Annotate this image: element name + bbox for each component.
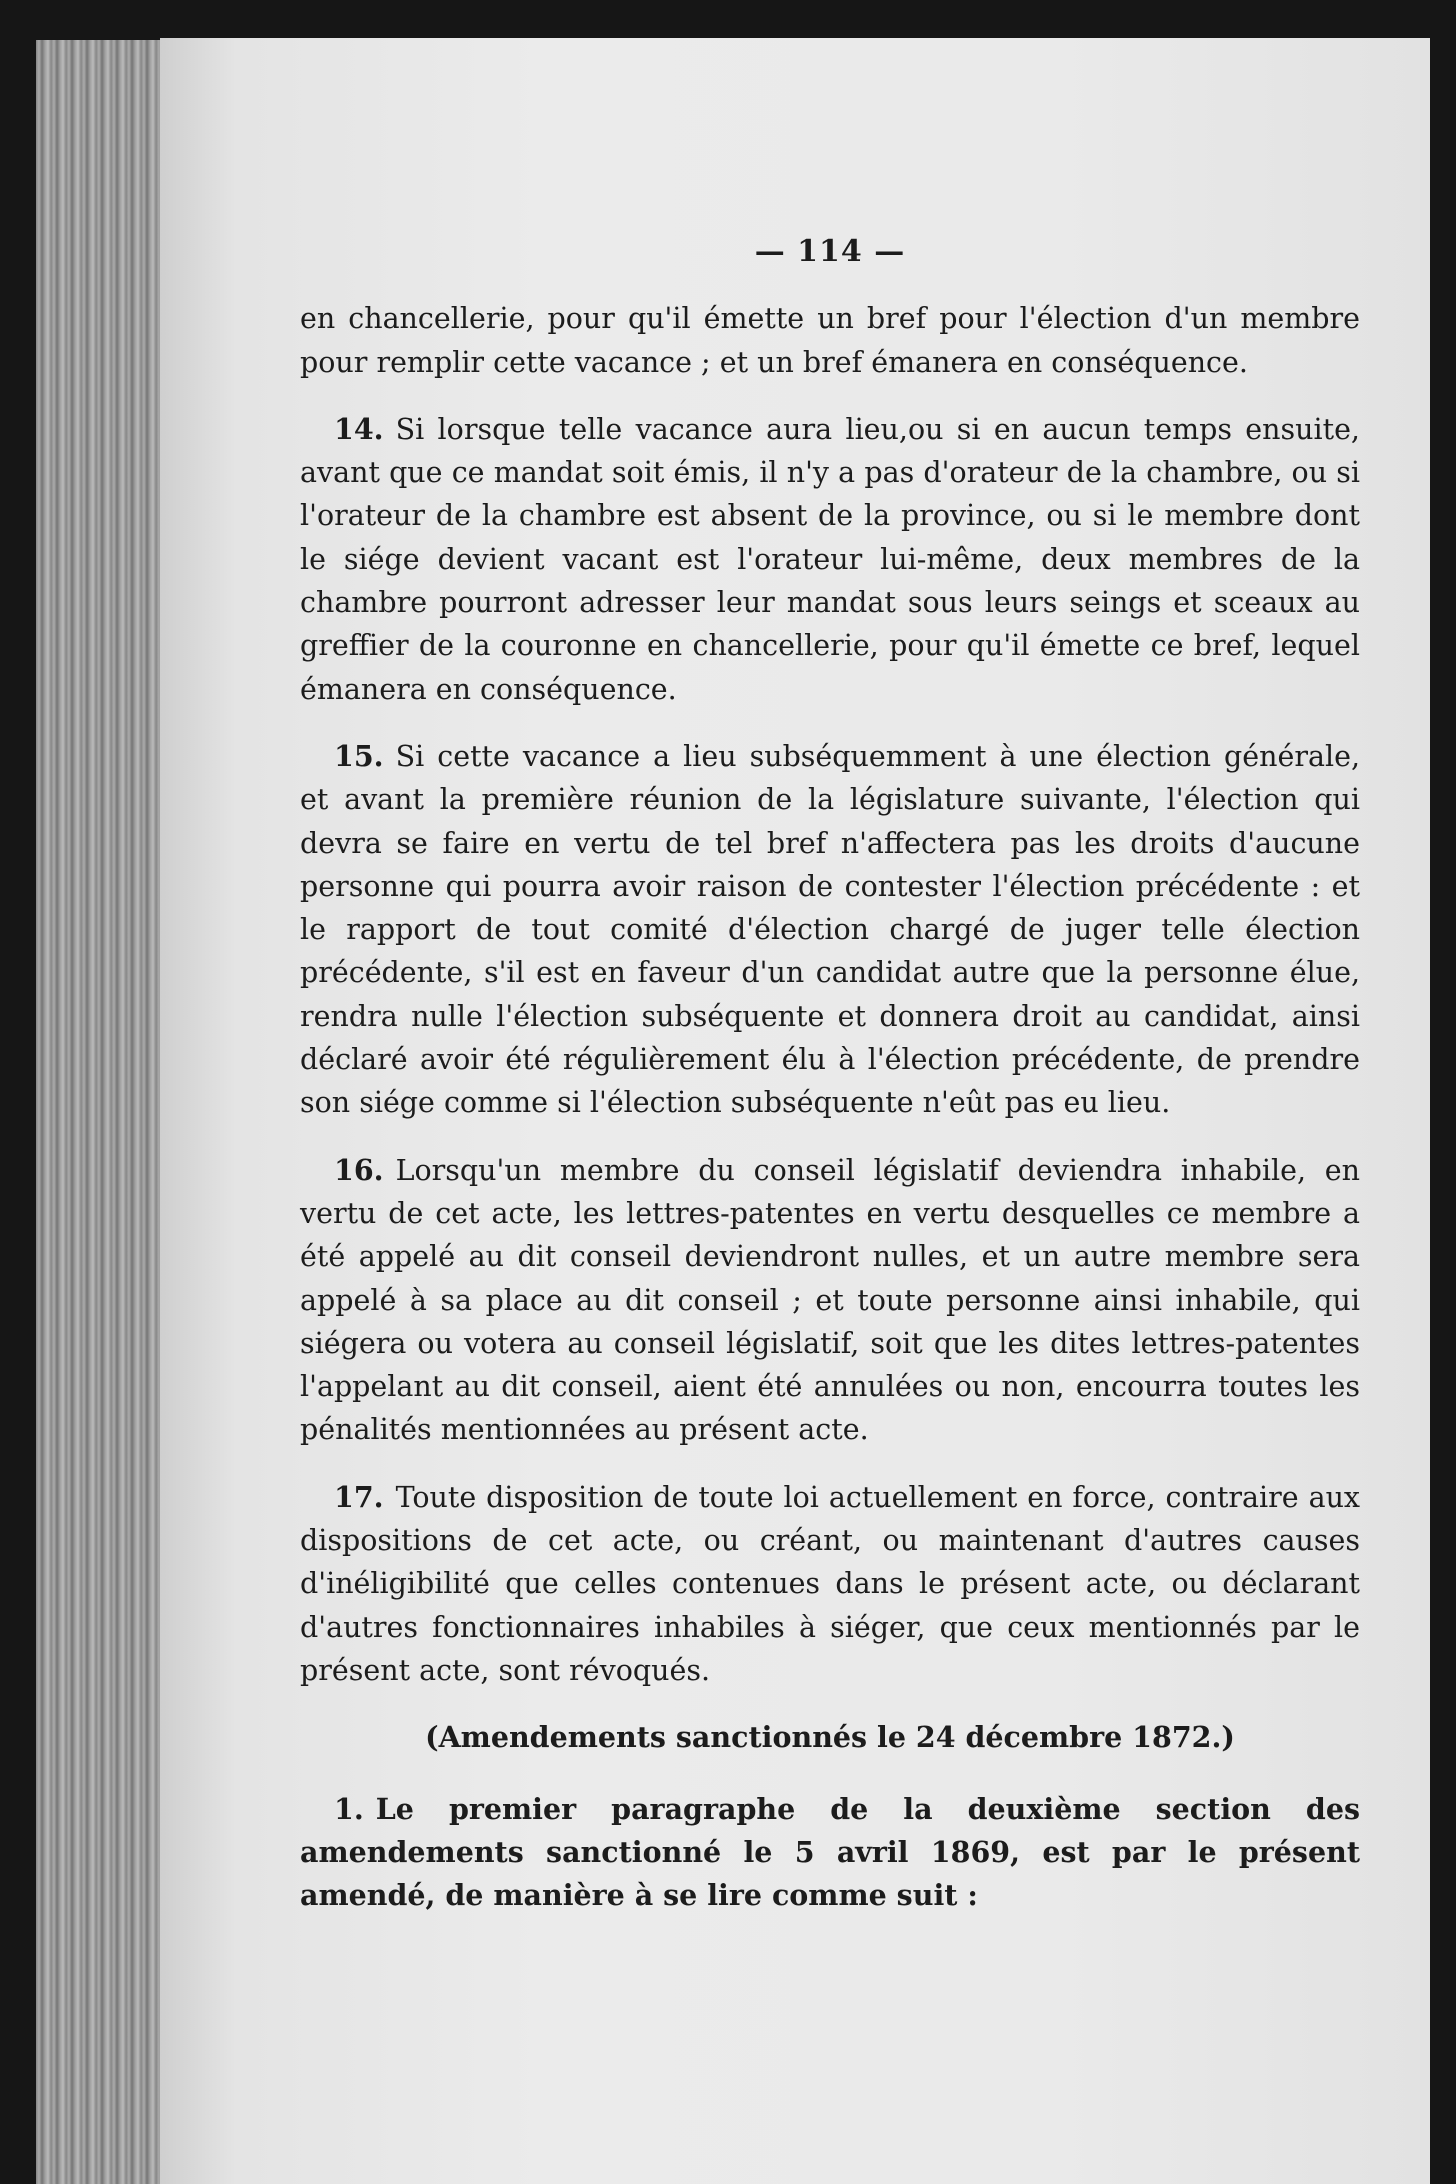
section-text: Toute disposition de toute loi actuellement en force, contraire aux dispositions de cet acte, ou créant, ou maintenant d'autres causes d'inéligibilité que celles contenues dans le présent acte, ou déclarant d'autres fonctionnaires inhabiles à siéger, que ceux mentionnés par le présent acte, sont révoqués.	[300, 1480, 1360, 1687]
section-number: 1.	[334, 1791, 364, 1826]
section-text: Lorsqu'un membre du conseil législatif deviendra inhabile, en vertu de cet acte, les lettres-patentes en vertu desquelles ce membre a été appelé au dit conseil deviendront nulles, et un autre membre sera appelé à sa place au dit conseil ; et toute personne ainsi inhabile, qui siégera ou votera au conseil législatif, soit que les dites lettres-patentes l'appelant au dit conseil, aient été annulées ou non, encourra toutes les pénalités mentionnées au présent acte.	[300, 1153, 1360, 1447]
section-16	[300, 1149, 1360, 1452]
section-14	[300, 408, 1360, 711]
section-text: Si cette vacance a lieu subséquemment à une élection générale, et avant la première réunion de la législature suivante, l'élection qui devra se faire en vertu de tel bref n'affectera pas les droits d'aucune personne qui pourra avoir raison de contester l'élection précédente : et le rapport de tout comité d'élection chargé de juger telle élection précédente, s'il est en faveur d'un candidat autre que la personne élue, rendra nulle l'élection subséquente et donnera droit au candidat, ainsi déclaré avoir été régulièrement élu à l'élection précédente, de prendre son siége comme si l'élection subséquente n'eût pas eu lieu.	[300, 739, 1360, 1120]
amendment-heading: (Amendements sanctionnés le 24 décembre 1872.)	[425, 1720, 1235, 1755]
section-17	[300, 1476, 1360, 1692]
intro-paragraph: en chancellerie, pour qu'il émette un bref pour l'élection d'un membre pour remplir cette vacance ; et un bref émanera en conséquence.	[300, 302, 1360, 379]
section-15	[300, 735, 1360, 1125]
section-number: 16.	[334, 1152, 384, 1187]
section-number: 17.	[334, 1479, 384, 1514]
amendment-section-1	[300, 1788, 1360, 1918]
section-text: Le premier paragraphe de la deuxième section des amendements sanctionné le 5 avril 1869, est par le présent amendé, de manière à se lire comme suit :	[300, 1791, 1360, 1913]
section-text: Si lorsque telle vacance aura lieu,ou si en aucun temps ensuite, avant que ce mandat soit émis, il n'y a pas d'orateur de la chambre, ou si l'orateur de la chambre est absent de la province, ou si le membre dont le siége devient vacant est l'orateur lui-même, deux membres de la chambre pourront adresser leur mandat sous leurs seings et sceaux au greffier de la couronne en chancellerie, pour qu'il émette ce bref, lequel émanera en conséquence.	[300, 412, 1360, 706]
section-number: 14.	[334, 411, 384, 446]
book-page-edges	[36, 40, 166, 2184]
page-text	[300, 230, 1360, 1941]
page-number: — 114 —	[754, 234, 906, 269]
section-number: 15.	[334, 738, 384, 773]
